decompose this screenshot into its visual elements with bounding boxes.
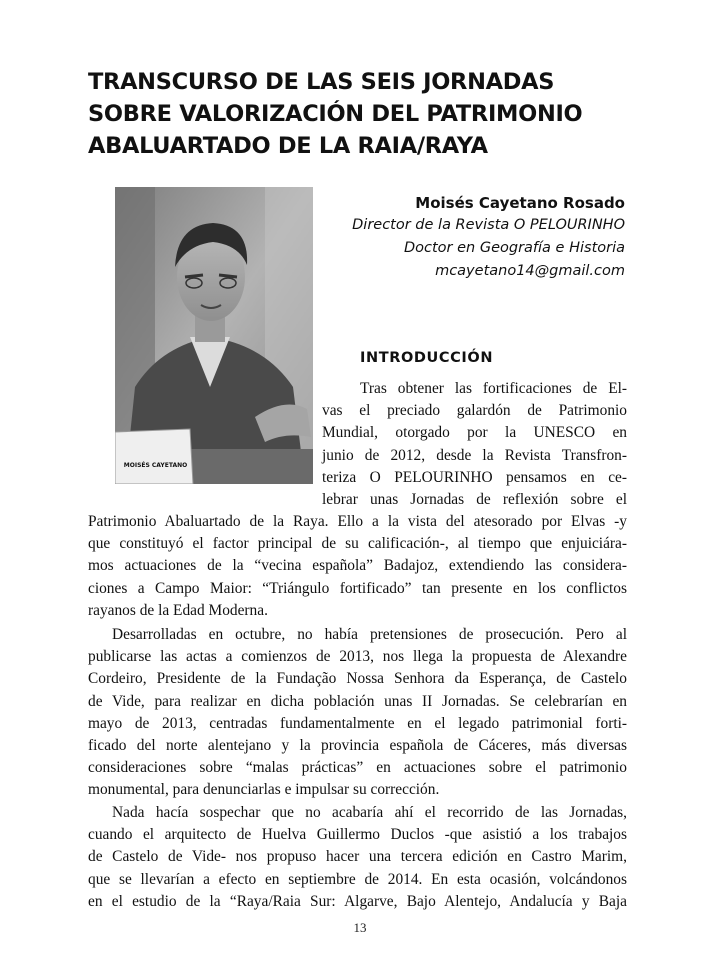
- paragraph-3: [88, 802, 627, 913]
- paragraph-3-line: Nada hacía sospechar que no acabaría ahí el recorrido de las Jornadas,: [112, 804, 627, 821]
- author-email: mcayetano14@gmail.com: [435, 263, 625, 279]
- author-photo: [115, 187, 313, 484]
- article-title: [88, 66, 648, 162]
- author-role: Director de la Revista O PELOURINHO: [352, 217, 625, 233]
- paragraph-1-line: ciones a Campo Maior: “Triángulo fortificado” tan presente en los conflictos: [88, 579, 627, 597]
- intro-line-1: Tras obtener las fortificaciones de El-: [360, 380, 627, 397]
- section-heading: INTRODUCCIÓN: [360, 350, 494, 366]
- nameplate-label: MOISÉS CAYETANO: [123, 462, 188, 469]
- intro-column: [322, 378, 627, 511]
- author-degree: Doctor en Geografía e Historia: [403, 240, 625, 256]
- title-line-3: ABALUARTADO DE LA RAIA/RAYA: [88, 133, 488, 159]
- title-line-1: TRANSCURSO DE LAS SEIS JORNADAS: [88, 69, 555, 95]
- paragraph-2-line: de Vide, para realizar en dicha población unas II Jornadas. Se celebrarían en: [88, 692, 627, 710]
- intro-line-2: vas el preciado galardón de Patrimonio: [322, 402, 627, 420]
- intro-line-4: junio de 2012, desde la Revista Transfron-: [322, 446, 627, 464]
- author-info: [352, 192, 625, 283]
- paragraph-3-line: en el estudio de la “Raya/Raia Sur: Algarve, Bajo Alentejo, Andalucía y Baja: [88, 892, 627, 910]
- page-number: 13: [353, 920, 367, 935]
- paragraph-1-line: que constituyó el factor principal de su calificación-, al tiempo que enjuiciára-: [88, 535, 627, 553]
- paragraph-1: [88, 511, 627, 622]
- intro-line-5: teriza O PELOURINHO pensamos en ce-: [322, 468, 627, 486]
- paragraph-3-line: cuando el arquitecto de Huelva Guillermo Duclos -que asistió a los trabajos: [88, 826, 627, 844]
- paragraph-2-line: publicarse las actas a comienzos de 2013, nos llega la propuesta de Alexandre: [88, 648, 627, 666]
- paragraph-2-line: ficado del norte alentejano y la provincia española de Cáceres, más diversas: [88, 736, 627, 754]
- paragraph-2-line: consideraciones sobre “malas prácticas” en actuaciones sobre el patrimonio: [88, 759, 627, 777]
- paragraph-3-line: de Castelo de Vide- nos propuso hacer una tercera edición en Castro Marim,: [88, 848, 627, 866]
- title-line-2: SOBRE VALORIZACIÓN DEL PATRIMONIO: [88, 101, 583, 127]
- intro-line-6: lebrar unas Jornadas de reflexión sobre el: [322, 490, 627, 508]
- paragraph-1-line: rayanos de la Edad Moderna.: [88, 601, 268, 619]
- paragraph-2-line: Cordeiro, Presidente de la Fundação Nossa Senhora da Esperança, de Castelo: [88, 670, 627, 688]
- paragraph-1-line: Patrimonio Abaluartado de la Raya. Ello a la vista del atesorado por Elvas -y: [88, 513, 627, 530]
- paragraph-2: [88, 624, 627, 802]
- paragraph-2-line: mayo de 2013, centradas fundamentalmente en el legado patrimonial forti-: [88, 714, 627, 732]
- paragraph-3-line: que se llevarían a efecto en septiembre de 2014. En esta ocasión, volcándonos: [88, 870, 627, 888]
- intro-line-3: Mundial, otorgado por la UNESCO en: [322, 424, 627, 442]
- paragraph-1-line: mos actuaciones de la “vecina española” Badajoz, extendiendo las considera-: [88, 557, 627, 575]
- paragraph-2-line: Desarrolladas en octubre, no había pretensiones de prosecución. Pero al: [112, 626, 627, 643]
- paragraph-2-line: monumental, para denunciarlas e impulsar su corrección.: [88, 781, 440, 799]
- author-name: Moisés Cayetano Rosado: [415, 194, 625, 212]
